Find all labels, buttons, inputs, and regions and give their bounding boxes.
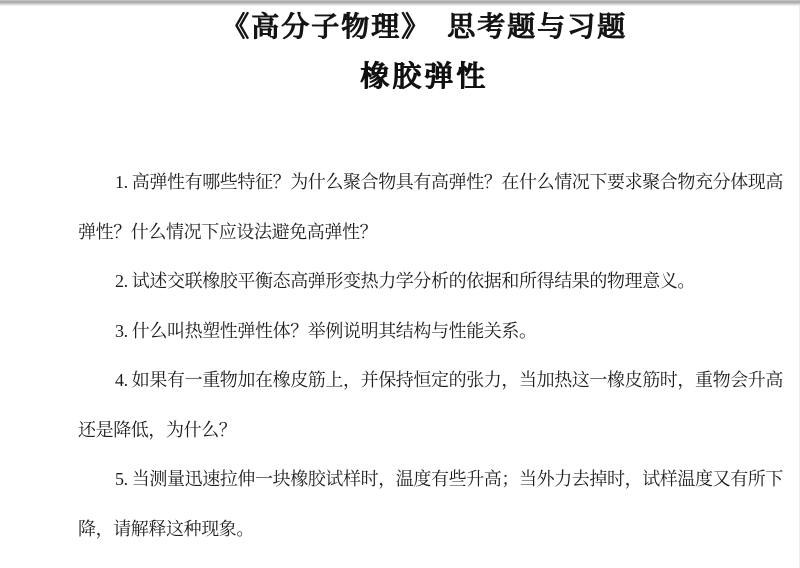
question-list <box>78 158 798 554</box>
question-5-line-1: 5. 当测量迅速拉伸一块橡胶试样时，温度有些升高；当外力去掉时，试样温度又有所下 <box>115 469 783 489</box>
question-4-line-1: 4. 如果有一重物加在橡皮筋上，并保持恒定的张力，当加热这一橡皮筋时，重物会升高 <box>115 370 783 390</box>
question-1-line-2: 弹性？什么情况下应设法避免高弹性？ <box>78 221 378 242</box>
question-3-line-1: 3. 什么叫热塑性弹性体？举例说明其结构与性能关系。 <box>115 320 537 341</box>
question-4-line-2: 还是降低，为什么？ <box>78 419 237 440</box>
document-subtitle: 橡胶弹性 <box>359 61 488 93</box>
question-5-line-2: 降，请解释这种现象。 <box>78 518 254 539</box>
question-1-line-1: 1. 高弹性有哪些特征？为什么聚合物具有高弹性？在什么情况下要求聚合物充分体现高 <box>115 172 783 192</box>
document-title: 《高分子物理》 思考题与习题 <box>220 12 627 43</box>
toolbar-bottom-edge <box>0 0 800 6</box>
question-2-line-1: 2. 试述交联橡胶平衡态高弹形变热力学分析的依据和所得结果的物理意义。 <box>115 271 695 291</box>
